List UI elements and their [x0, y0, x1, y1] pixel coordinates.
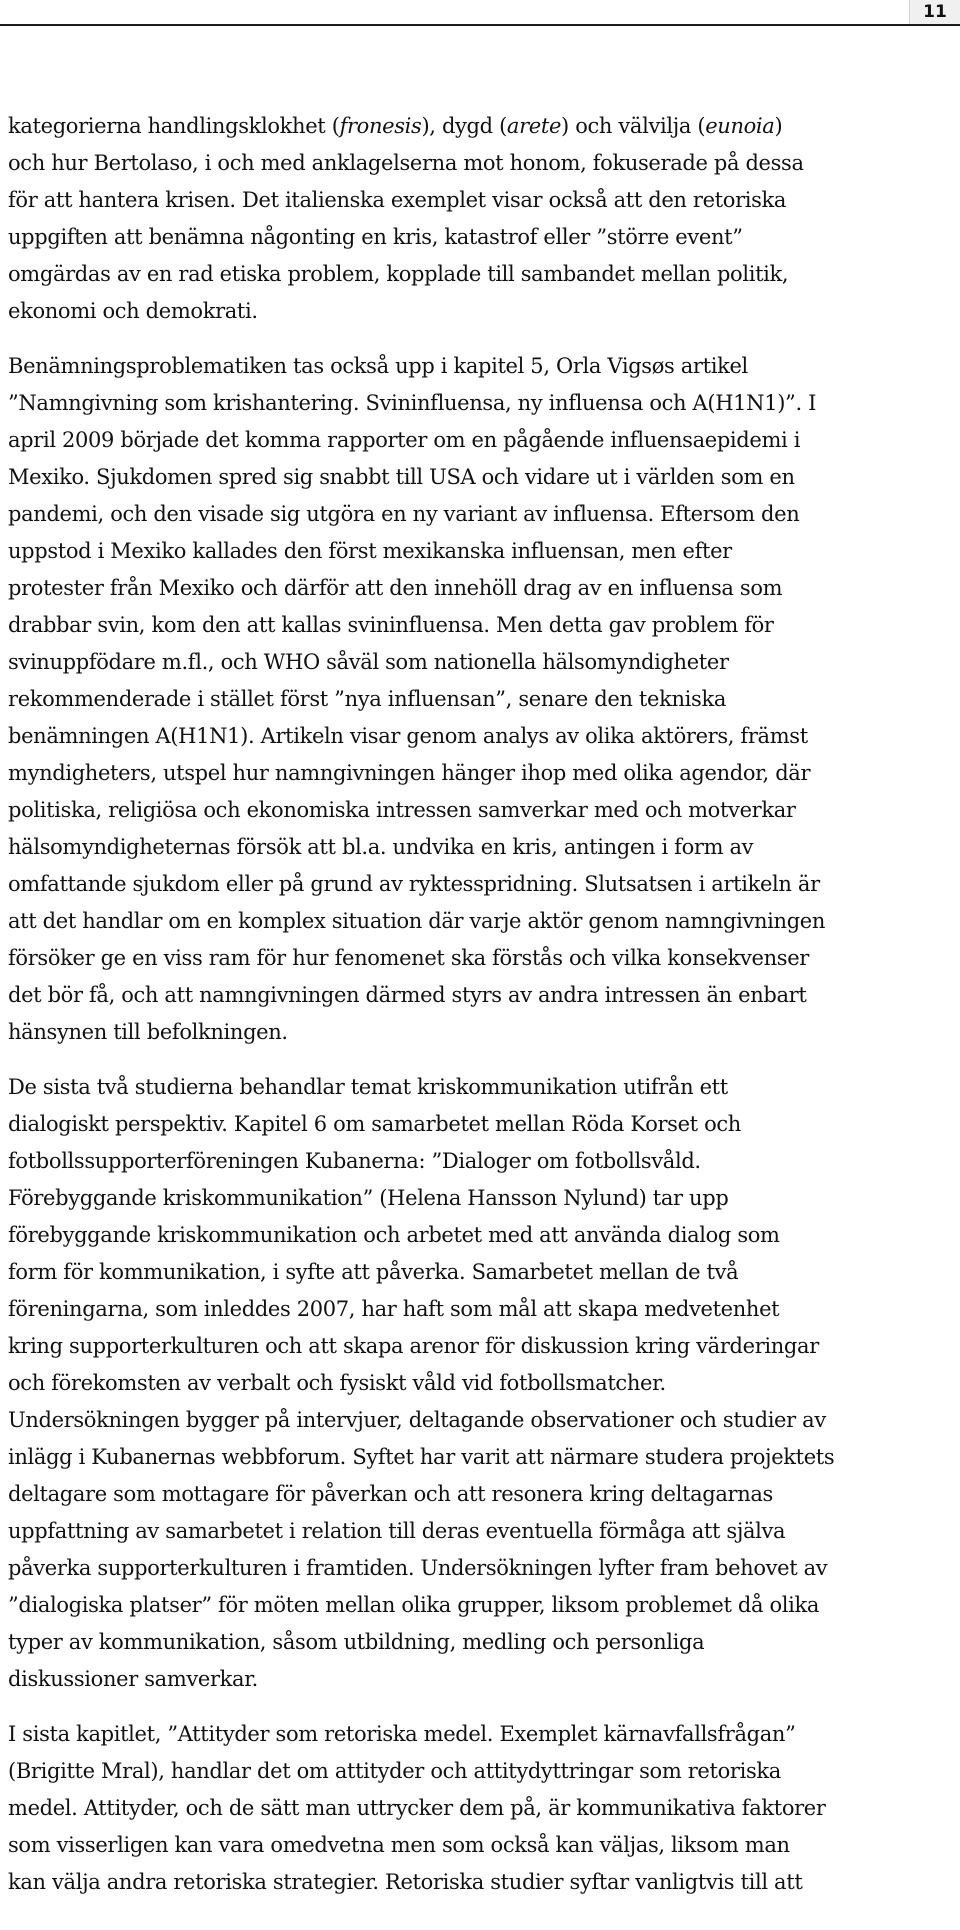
text-line: deltagare som mottagare för påverkan och att resonera kring deltagarnas	[8, 1482, 773, 1506]
text-line: april 2009 började det komma rapporter om en pågående influensaepidemi i	[8, 428, 801, 452]
text-line: hälsomyndigheternas försök att bl.a. undvika en kris, antingen i form av	[8, 835, 754, 859]
text-fragment: ), dygd (	[421, 114, 507, 138]
text-line: I sista kapitlet, ”Attityder som retoriska medel. Exemplet kärnavfallsfrågan”	[8, 1722, 796, 1746]
italic-term: fronesis	[339, 114, 422, 138]
text-line: som visserligen kan vara omedvetna men som också kan väljas, liksom man	[8, 1833, 790, 1857]
text-line: och förekomsten av verbalt och fysiskt våld vid fotbollsmatcher.	[8, 1371, 666, 1395]
paragraph-gap	[8, 330, 956, 348]
text-line: inlägg i Kubanernas webbforum. Syftet har varit att närmare studera projektets	[8, 1445, 835, 1469]
text-line: kring supporterkulturen och att skapa arenor för diskussion kring värderingar	[8, 1334, 819, 1358]
text-line: föreningarna, som inleddes 2007, har haft som mål att skapa medvetenhet	[8, 1297, 780, 1321]
text-fragment: )	[774, 114, 783, 138]
text-line: myndigheters, utspel hur namngivningen hänger ihop med olika agendor, där	[8, 761, 811, 785]
text-line: försöker ge en viss ram för hur fenomenet ska förstås och vilka konsekvenser	[8, 946, 809, 970]
text-line: pandemi, och den visade sig utgöra en ny variant av influensa. Eftersom den	[8, 502, 800, 526]
text-line: ekonomi och demokrati.	[8, 299, 258, 323]
text-line: det bör få, och att namngivningen därmed styrs av andra intressen än enbart	[8, 983, 807, 1007]
text-line: svinuppfödare m.fl., och WHO såväl som nationella hälsomyndigheter	[8, 650, 729, 674]
text-line: Benämningsproblematiken tas också upp i kapitel 5, Orla Vigsøs artikel	[8, 354, 748, 378]
text-line: uppfattning av samarbetet i relation till deras eventuella förmåga att själva	[8, 1519, 786, 1543]
text-line	[8, 108, 956, 145]
text-line: omfattande sjukdom eller på grund av ryktesspridning. Slutsatsen i artikeln är	[8, 872, 820, 896]
text-line: påverka supporterkulturen i framtiden. Undersökningen lyfter fram behovet av	[8, 1556, 828, 1580]
text-line: form för kommunikation, i syfte att påverka. Samarbetet mellan de två	[8, 1260, 739, 1284]
paragraph-gap	[8, 1051, 956, 1069]
text-line: att det handlar om en komplex situation där varje aktör genom namngivningen	[8, 909, 826, 933]
text-line: för att hantera krisen. Det italienska exemplet visar också att den retoriska	[8, 188, 787, 212]
paragraph-2	[8, 348, 956, 1051]
text-line: ”dialogiska platser” för möten mellan olika grupper, liksom problemet då olika	[8, 1593, 820, 1617]
italic-term: eunoia	[705, 114, 775, 138]
text-line: ”Namngivning som krishantering. Svininfluensa, ny influensa och A(H1N1)”. I	[8, 391, 817, 415]
body-text	[8, 108, 956, 1901]
text-fragment: kategorierna handlingsklokhet (	[8, 114, 340, 138]
text-line: hänsynen till befolkningen.	[8, 1020, 288, 1044]
text-line: Undersökningen bygger på intervjuer, deltagande observationer och studier av	[8, 1408, 826, 1432]
text-line: drabbar svin, kom den att kallas svininfluensa. Men detta gav problem för	[8, 613, 774, 637]
text-line: diskussioner samverkar.	[8, 1667, 258, 1691]
text-line: dialogiskt perspektiv. Kapitel 6 om samarbetet mellan Röda Korset och	[8, 1112, 741, 1136]
text-line: Mexiko. Sjukdomen spred sig snabbt till USA och vidare ut i världen som en	[8, 465, 795, 489]
text-line: omgärdas av en rad etiska problem, kopplade till sambandet mellan politik,	[8, 262, 789, 286]
text-line: Förebyggande kriskommunikation” (Helena Hansson Nylund) tar upp	[8, 1186, 729, 1210]
text-line: politiska, religiösa och ekonomiska intressen samverkar med och motverkar	[8, 798, 796, 822]
text-line: kan välja andra retoriska strategier. Retoriska studier syftar vanligtvis till att	[8, 1870, 803, 1894]
text-line: De sista två studierna behandlar temat kriskommunikation utifrån ett	[8, 1075, 728, 1099]
header-rule	[0, 24, 960, 26]
page-number: 11	[909, 0, 960, 24]
paragraph-4	[8, 1716, 956, 1901]
text-line: medel. Attityder, och de sätt man uttrycker dem på, är kommunikativa faktorer	[8, 1796, 826, 1820]
text-line: och hur Bertolaso, i och med anklagelserna mot honom, fokuserade på dessa	[8, 151, 804, 175]
text-line: fotbollssupporterföreningen Kubanerna: ”Dialoger om fotbollsvåld.	[8, 1149, 701, 1173]
paragraph-3	[8, 1069, 956, 1698]
paragraph-gap	[8, 1698, 956, 1716]
text-line: uppgiften att benämna någonting en kris, katastrof eller ”större event”	[8, 225, 743, 249]
text-line: förebyggande kriskommunikation och arbetet med att använda dialog som	[8, 1223, 780, 1247]
italic-term: arete	[506, 114, 562, 138]
text-fragment: ) och välvilja (	[561, 114, 706, 138]
text-line: (Brigitte Mral), handlar det om attityder och attitydyttringar som retoriska	[8, 1759, 781, 1783]
paragraph-1	[8, 108, 956, 330]
text-line: protester från Mexiko och därför att den innehöll drag av en influensa som	[8, 576, 783, 600]
text-line: uppstod i Mexiko kallades den först mexikanska influensan, men efter	[8, 539, 732, 563]
text-line: typer av kommunikation, såsom utbildning, medling och personliga	[8, 1630, 705, 1654]
text-line: benämningen A(H1N1). Artikeln visar genom analys av olika aktörers, främst	[8, 724, 808, 748]
text-line: rekommenderade i stället först ”nya influensan”, senare den tekniska	[8, 687, 726, 711]
page-header	[0, 0, 960, 26]
